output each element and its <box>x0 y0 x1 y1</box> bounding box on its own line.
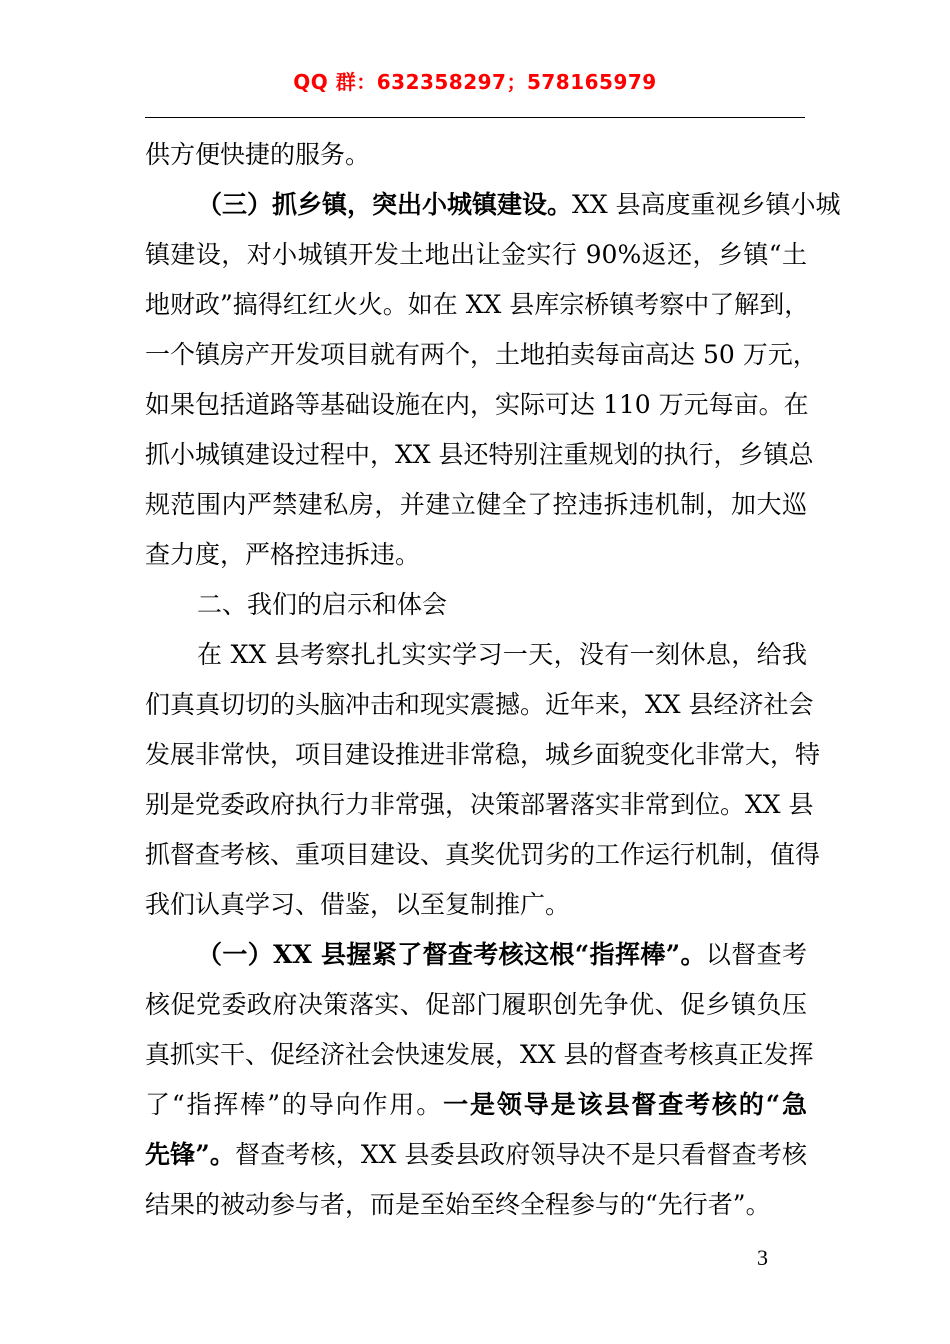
qq-group-header: QQ 群：632358297；578165979 <box>293 70 657 94</box>
page-number: 3 <box>757 1245 768 1270</box>
text-run: 供方便快捷的服务。 <box>145 140 371 169</box>
bold-run: 一是领导是该县督查考核的“急 <box>443 1090 808 1119</box>
text-run: 以督查考 <box>705 940 807 969</box>
paragraph-line <box>145 730 821 780</box>
text-run: 镇建设，对小城镇开发土地出让金实行 90%返还，乡镇“土 <box>145 240 807 269</box>
section-heading: （三）抓乡镇，突出小城镇建设。 <box>197 190 573 219</box>
section-heading-line <box>145 180 841 230</box>
paragraph-line <box>145 830 821 880</box>
text-run: 们真真切切的头脑冲击和现实震撼。近年来，XX 县经济社会 <box>145 690 814 719</box>
chapter-title <box>145 580 807 630</box>
paragraph-line <box>145 330 818 380</box>
text-run: 真抓实干、促经济社会快速发展，XX 县的督查考核真正发挥 <box>145 1040 814 1069</box>
text-run: 抓督查考核、重项目建设、真奖优罚劣的工作运行机制，值得 <box>145 840 821 869</box>
text-run: 二、我们的启示和体会 <box>197 590 448 619</box>
text-run: 了“指挥棒”的导向作用。 <box>145 1090 444 1119</box>
text-run: 核促党委政府决策落实、促部门履职创先争优、促乡镇负压 <box>145 990 807 1019</box>
paragraph-line <box>145 880 807 930</box>
text-run: 规范围内严禁建私房，并建立健全了控违拆违机制，加大巡 <box>145 490 807 519</box>
section-heading: （一）XX 县握紧了督查考核这根“指挥棒”。 <box>197 940 706 969</box>
paragraph-line <box>145 480 807 530</box>
text-run: 抓小城镇建设过程中，XX 县还特别注重规划的执行，乡镇总 <box>145 440 814 469</box>
text-run: 一个镇房产开发项目就有两个，土地拍卖每亩高达 50 万元， <box>145 340 818 369</box>
paragraph-line <box>145 530 807 580</box>
header-divider <box>145 117 805 118</box>
paragraph-line <box>145 280 810 330</box>
text-run: 督查考核，XX 县委县政府领导决不是只看督查考核 <box>235 1140 807 1169</box>
text-run: 地财政”搞得红红火火。如在 XX 县库宗桥镇考察中了解到， <box>145 290 810 319</box>
paragraph-line <box>145 380 807 430</box>
paragraph-line <box>145 780 814 830</box>
text-run: 查力度，严格控违拆违。 <box>145 540 421 569</box>
text-run: XX 县高度重视乡镇小城 <box>572 190 841 219</box>
paragraph-line <box>145 680 814 730</box>
text-run: 结果的被动参与者，而是至始至终全程参与的“先行者”。 <box>145 1190 771 1219</box>
paragraph-line <box>145 1130 807 1180</box>
text-run: 如果包括道路等基础设施在内，实际可达 110 万元每亩。在 <box>145 390 809 419</box>
paragraph-line <box>145 980 807 1030</box>
paragraph-line <box>145 1030 814 1080</box>
text-run: 我们认真学习、借鉴，以至复制推广。 <box>145 890 571 919</box>
paragraph-line <box>145 630 807 680</box>
section-heading-line <box>145 930 807 980</box>
paragraph-line <box>145 230 807 280</box>
text-run: 别是党委政府执行力非常强，决策部署落实非常到位。XX 县 <box>145 790 814 819</box>
paragraph-line <box>145 1180 807 1230</box>
document-body <box>145 130 841 1230</box>
text-run: 在 XX 县考察扎扎实实学习一天，没有一刻休息，给我 <box>197 640 807 669</box>
paragraph-line <box>145 430 814 480</box>
paragraph-line <box>145 1080 807 1130</box>
bold-run: 先锋”。 <box>145 1140 236 1169</box>
text-run: 发展非常快，项目建设推进非常稳，城乡面貌变化非常大，特 <box>145 740 821 769</box>
paragraph-line <box>145 130 807 180</box>
